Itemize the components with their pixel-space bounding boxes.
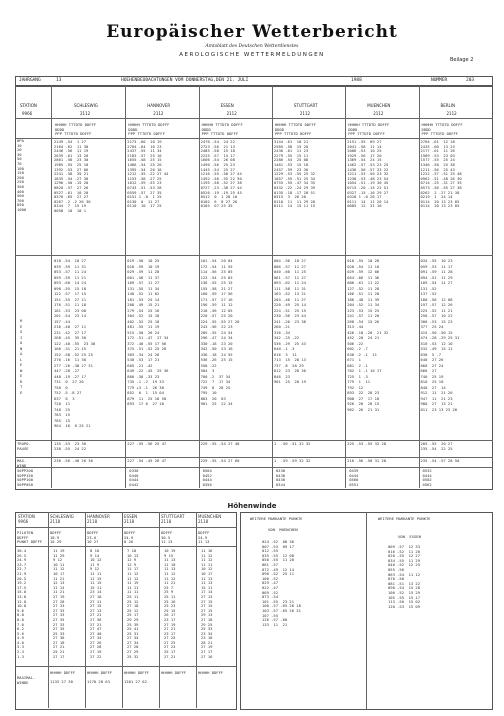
column-divider <box>199 86 200 488</box>
station-code: 2112 <box>299 111 311 116</box>
nummer-label: NUMMER <box>431 78 448 83</box>
column-header: HHHHH TTTDTD DDFFF DDDD PPP TTTDTD DDFFF <box>274 122 317 137</box>
von-essen: VON ESSEN <box>398 534 421 539</box>
date-text: HOEHENBEOBACHTUNGEN VOM DONNERSTAG,DEN 21. JULI <box>121 78 249 83</box>
upper-levels-values: 2173 -60 10 19 2704 -64 10 23 2437 -55 11 34 2183 -57 25 10 1655 -58 25 15 1466 -54 25 20 1395 -54 26 18 1212 -55 -22 27 44 1153 -58 -27 25 1012 -59 -55 23 0743 -51 -53 28 0559 -57 27 35 0151 1 -0 1 25 0130 0 11 27 0110 10 17 25 <box>127 139 169 209</box>
hw-wind-values: 11 16 11 12 11 12 11 11 10 12 10 17 11 13 11 13 15 11 17 14 27 13 27 15 27 15 27 15 29 13 27 18 29 25 25 33 23 34 23 18 28 21 27 19 27 17 27 16 <box>201 548 213 659</box>
tropopause-values: 135 -53 23 30 238 -55 24 22 <box>54 441 87 451</box>
tropopause-values: 205 -55 20 27 235 -54 22 25 <box>420 441 453 451</box>
meta-row <box>15 76 493 86</box>
column-header: HHHHH TTTDTD DDFFF DDDD PPP TTTDTD DDFFF <box>348 122 390 137</box>
station-code: 2112 <box>153 111 164 116</box>
weitere-title-2: WEITERE MARKANTE PUNKTE <box>378 516 431 521</box>
significant-levels-values: 010 -54 10 27 039 -59 11 31 053 -57 11 24 059 -59 11 21 093 -60 14 24 098 -55 15 18 122 -57 17 15 151 -55 27 21 176 -51 11 18 181 -53 23 08 201 -54 23 14 157 -44 216 -40 27 11 231 -42 27 17 268 -45 35 30 122 -40 -55 23 30 160 -31 21 15 152 -58 -52 25 25 276 -16 11 30 277 -26 -38 27 31 447 -28 -27 448 -19 -27 17 731 0 27 20 750 0 752 -5 -8 27 637 6 3 720 11 748 25 783 15 785 15 904 16 0 25 21 <box>54 258 96 428</box>
station-name: BERLIN <box>440 103 455 108</box>
hoehenwinde-title: Höhenwinde <box>227 502 277 510</box>
von-muenchen: VON MUENCHEN <box>268 527 298 532</box>
upper-levels-values: 2704 -61 12 18 2435 -60 13 23 2177 -61 11 26 1989 -53 23 03 1577 -55 25 24 1346 -58 25 38 1211 -56 25 43 1222 -57 -51 25 48 0962 -51 -48 26 30 0714 -25 -31 27 35 0573 -56 -55 27 38 0262 2 -27 21 38 0219 1 24 14 0114 20 13 23 05 0114 20 13 23 05 <box>420 139 462 209</box>
column-header: HHHHH TTTDTD DDFFF DDDD PPP TTTDTD DDFFF <box>55 122 97 137</box>
hw-row-values: DDFFF 30.5 11 13 <box>161 530 173 545</box>
hw-station-label: STATION 9966 <box>18 514 35 524</box>
column-header: HHHHH TTTDTD DDFFF DDDD PPP TTTDTD DDFFF <box>201 122 243 137</box>
hw-maxwinde-values: HHHHH DDFFF 1133 27 30 <box>50 670 76 685</box>
significant-levels-values: 034 -55 10 23 059 -53 11 17 091 -59 11 28 094 -51 11 29 109 -54 11 27 131 -52 137 -52 180 -56 12 08 197 -57 12 26 225 -52 11 21 250 -57 10 22 300 -53 15 23 377 25 24 415 -50 -50 15 474 -28 -29 25 31 510 -53 12 10 532 -49 15 11 630 5 -7 640 27 26 660 27 24 666 27 740 25 19 810 25 10 840 27 14 912 11 21 20 947 11 21 23 980 27 13 21 011 23 13 23 20 <box>420 258 460 412</box>
column-header: HHHHH TTTDTD DDFFF DDDD PPP TTTDTD DDFFF <box>128 122 170 137</box>
column-divider <box>272 86 273 488</box>
hw-maxwinde-values: HHHHH DDFFF 1170 28 63 <box>87 670 113 685</box>
maxwind-values: 227 -54 -45 26 47 <box>127 458 167 463</box>
tropopause-values: 229 -55 -54 27 48 <box>200 441 240 446</box>
pressure-levels: HPA 10 20 30 50 70 100 150 200 250 300 400 500 700 850 1000 <box>17 138 27 212</box>
station-name: ESSEN <box>220 103 234 108</box>
maxwind-values: 216 -56 -50 31 28 <box>347 458 387 463</box>
regionale-werte-label: R E G I O N A L E W E R T E <box>20 318 23 395</box>
column-divider <box>51 86 52 488</box>
upper-levels-values: 2149 -54 1 27 2164 -62 11 38 2446 -56 11 19 2639 -61 13 20 2861 -58 23 30 1985 -55 25 10 1392 -53 27 06 2241 -58 35 21 1835 -54 -27 30 1296 -50 -15 28 0820 -57 27 26 0527 -61 10 20 0370 -65 27 27 0267 -2 -2 26 30 0144 7 15 19 0058 10 10 1 <box>54 139 91 213</box>
hw-maxwinde-values: HHHHH DDFFF 1301 27 62 <box>124 670 150 685</box>
report-subtitle: Amtsblatt des Deutschen Wetterdienstes <box>205 44 299 49</box>
hw-heights: 30.4 26.5 24.9 23.7 22.7 21.9 20.5 19.2 17.5 15.0 13.6 12.0 10.8 9.6 8.8 8.0 7.0 6.2 5.6 4.9 4.0 3.3 2.3 1.3 <box>17 548 27 659</box>
column-divider <box>345 86 346 488</box>
significant-levels-values: 019 -58 10 25 018 -59 10 19 029 -59 11 28 001 -56 11 37 109 -57 11 27 131 -55 11 34 140 -52 11 02 181 -53 25 14 208 -49 15 21 279 -54 25 16 304 -52 15 18 402 -52 25 18 481 -55 11 19 515 -50 26 24 172 -51 -47 27 34 372 -40 -55 17 56 375 -51 -52 25 28 383 -34 24 26 530 -53 17 21 605 -21 -42 649 -22 -45 25 36 860 -30 -33 23 735 -1 -2 19 33 779 +3 -1 26 38 852 0 1 15 04 879 11 25 18 50 893 17 6 27 18 <box>127 258 169 406</box>
station-name: MUENCHEN <box>367 103 391 108</box>
maxwind-values: 238 -56 -40 26 36 <box>54 458 93 463</box>
hw-maxwinde-label: MAXIMAL- WINDE <box>17 675 36 685</box>
jahrgang-value: 13 <box>56 78 62 83</box>
hw-column-divider <box>48 512 49 708</box>
hw-wind-values: 11 19 11 29 9 12 10 11 11 12 10 17 11 21 12 13 11 14 11 21 27 19 27 28 27 33 27 33 27 33 27 35 27 33 27 35 25 33 27 30 27 18 27 21 25 21 27 17 <box>53 548 65 659</box>
bottom-values: 0330 0440 0444 0442 <box>129 468 139 487</box>
significant-levels-values: 010 -55 10 28 020 -54 11 10 029 -59 12 06 054 -66 11 36 086 -61 11 22 127 -52 11 28 166 -51 11 28 186 -48 11 39 204 -52 11 34 223 -53 15 25 241 -57 11 20 268 -54 15 26 313 -44 426 -18 -20 21 32 452 -20 24 21 506 -22 602 -2 -7 630 -2 -1 11 671 1 681 2 -1 702 1 -1 16 17 725 1 -3 779 1 11 792 12 893 22 28 23 908 27 17 18 926 28 20 15 962 26 21 31 <box>347 258 389 412</box>
maxwind-values: 229 -55 -54 27 60 <box>200 458 240 463</box>
hw-column-divider <box>196 512 197 708</box>
bottom-values: 0504 0452 0444 0356 <box>202 468 212 487</box>
tropopause-values: 225 -53 -55 33 28 <box>347 441 387 446</box>
significant-levels-values: 004 -56 10 27 006 -57 11 27 040 -60 11 25 061 -57 11 27 093 -62 11 24 111 -58 11 31 163 -52 13 21 204 -46 11 27 220 -49 25 14 224 -51 25 15 230 -56 23 44 241 -26 23 38 260 -21 316 -34 342 -25 -22 536 -29 25 43 640 -1 -3 616 3 11 713 15 28 13 737 8 28 29 812 23 28 30 846 23 901 25 20 19 <box>273 258 306 384</box>
bottom-values: 0338 0438 0430 0344 <box>275 468 286 487</box>
hw-row-values: DDFFF 24.9 8 26 <box>124 530 136 545</box>
column-header: HHHHH TTTDTD DDFFF DDDD PPP TTTDTD DDFFF <box>421 122 463 137</box>
maxwind-values: 1 -59 -59 32 32 <box>273 458 311 463</box>
weitere-essen-values: 009 -57 12 33 016 -52 11 20 020 -55 12 27 034 -55 11 29 040 -52 12 25 055 -56 063 -54 11 12 070 -58 081 -51 13 22 090 -54 15 28 100 -52 15 29 105 -55 15 17 113 -50 15 02 120 -53 15 09 <box>388 544 421 609</box>
hw-row-labels: PILOTEN DDFFF PUNKT DDFFF <box>17 530 43 545</box>
station-label: STATION <box>20 103 37 108</box>
jahrgang-label: JAHRGANG <box>19 78 41 83</box>
station-name: SCHLESWIG <box>74 103 98 108</box>
hw-maxwinde-values: HHHHH DDFFF <box>161 670 187 675</box>
maxwind-values: 235 -54 -57 28 50 <box>420 458 460 463</box>
section-title: AEROLOGISCHE WETTERMELDUNGEN <box>179 52 325 58</box>
hw-column-divider <box>122 512 123 708</box>
maxwind-label: MAX- WIND <box>17 458 27 468</box>
upper-levels-values: 3144 -61 10 21 2585 -58 15 20 2436 -61 11 23 2279 -55 15 11 2286 -54 25 08 1461 -53 15 18 2457 -59 23 30 1229 -53 -55 25 32 1057 -55 -51 25 34 0755 -55 -47 34 35 0332 -22 -24 29 39 0135 -18 -17 28 51 0315 3 26 20 0110 11 11 29 20 0111 14 15 11 15 <box>273 139 316 209</box>
hw-station-name: ESSEN 2118 <box>124 514 138 524</box>
column-divider <box>125 86 126 488</box>
upper-levels-values: 2151 -55 09 27 2041 -58 11 14 2006 -53 10 25 1929 -56 17 20 1369 -54 24 15 1462 -57 -53 23 25 1436 -56 -57 33 22 1211 -53 -56 23 32 1238 -53 -48 23 54 1054 -51 -19 30 45 0713 -20 -15 22 51 0327 -15 -16 29 27 0318 1 -0 26 17 0111 14 11 26 14 0085 12 31 18 <box>347 139 389 209</box>
hw-row-values: DDFFF 24.9 11 13 <box>198 530 210 545</box>
weitere-title-1: WEITERE MARKANTE PUNKTE <box>250 516 303 521</box>
hw-station-name: HANNOVER 2118 <box>87 514 110 524</box>
hw-wind-values: 7 18 10 13 12 9 12 9 11 17 11 12 11 12 11 19 11 11 11 11 25 11 25 12 27 18 25 12 25 17 29 29 25 39 25 41 25 31 27 34 27 34 27 28 27 29 25 32 <box>127 548 139 659</box>
hw-station-name: MUENCHEN 2118 <box>198 514 222 524</box>
report-title: Europäischer Wetterbericht <box>106 22 398 42</box>
tropopause-values: 227 -55 -56 25 47 <box>127 441 167 446</box>
hw-column-divider <box>159 512 160 708</box>
hw-maxwinde-values: HHHHH DDFFF <box>198 670 224 675</box>
nummer-value: 203 <box>466 78 475 83</box>
hw-row-values: DDFFF 18.9 10 29 <box>50 530 62 545</box>
hw-station-name: SCHLESWIG 2118 <box>50 514 74 524</box>
bottom-labels: 50PP200 50PP150 50PP100 50PP050 <box>17 468 34 487</box>
station-code: 2112 <box>226 111 237 116</box>
station-code: 2112 <box>80 111 91 116</box>
station-code: 2112 <box>446 111 457 116</box>
weitere-muenchen-values: 024 -52 08 36 007 -53 09 17 012 -55 035 -55 12 08 050 -55 11 20 061 -57 072 -49 12 14 090 -52 25 11 100 -52 029 -47 022 -47 069 -52 073 -54 101 -55 23 21 100 -57 -65 26 18 103 -57 -65 26 31 107 -55 126 -57 -60 133 11 21 <box>262 539 301 627</box>
beilage-label: Beilage 2 <box>450 57 474 63</box>
station-code: 2112 <box>373 111 384 116</box>
station-name: STUTTGART <box>293 103 318 108</box>
upper-levels-values: 2470 -54 24 22 2723 -56 21 13 2485 -58 15 18 2225 -57 15 17 1606 -54 26 08 1490 -56 25 23 1445 -54 25 27 1216 -55 -58 27 44 1492 -56 -55 22 50 1195 -58 -52 27 38 0727 -23 -38 27 44 0526 -19 -19 25 45 0512 0 1 28 10 0102 6 8 27 26 0105 07 25 35 <box>200 139 242 209</box>
hw-column-divider <box>85 512 86 708</box>
significant-levels-values: 101 -54 20 04 172 -54 11 55 114 -56 25 05 123 -54 25 03 136 -55 25 15 155 -58 21 27 160 -59 17 56 171 -57 27 16 196 -59 11 12 218 -56 12 05 220 -57 25 20 224 -55 -55 27 20 243 -56 22 23 285 -55 24 54 296 -47 24 34 330 -18 23 20 342 -50 23 16 436 -18 24 55 536 -26 25 15 558 -22 584 3 700 -2 37 34 722 7 17 34 749 8 28 25 795 10 883 20 03 901 25 22 34 <box>200 258 240 406</box>
column-divider <box>419 86 420 488</box>
tropopause-label: TROPO- PAUSE <box>17 441 31 451</box>
year: 1988 <box>351 78 362 83</box>
hw-wind-values: 8 10 9 14 10 12 11 9 9 12 11 11 11 15 11 15 15 11 23 14 27 18 27 11 27 15 27 13 27 21 27 36 27 21 27 47 27 40 27 34 27 26 27 28 27 19 27 22 <box>90 548 102 659</box>
hw-row-values: DDFFF 23.0 10 27 <box>87 530 99 545</box>
hw-wind-values: 10 19 9 15 11 13 11 10 11 13 11 12 11 12 11 21 25 7 25 9 25 11 25 16 25 23 25 15 26 17 23 17 27 19 27 21 23 17 27 25 27 25 27 23 25 17 27 21 <box>164 548 176 659</box>
bottom-values: 0532 0444 0502 0562 <box>422 468 432 487</box>
hw-station-name: STUTTGART 2118 <box>161 514 185 524</box>
tropopause-values: 1 -56 -51 32 32 <box>273 441 311 446</box>
station-code: 9966 <box>22 111 33 116</box>
bottom-values: 0439 0444 0560 0551 <box>349 468 359 487</box>
station-name: HANNOVER <box>147 103 171 108</box>
